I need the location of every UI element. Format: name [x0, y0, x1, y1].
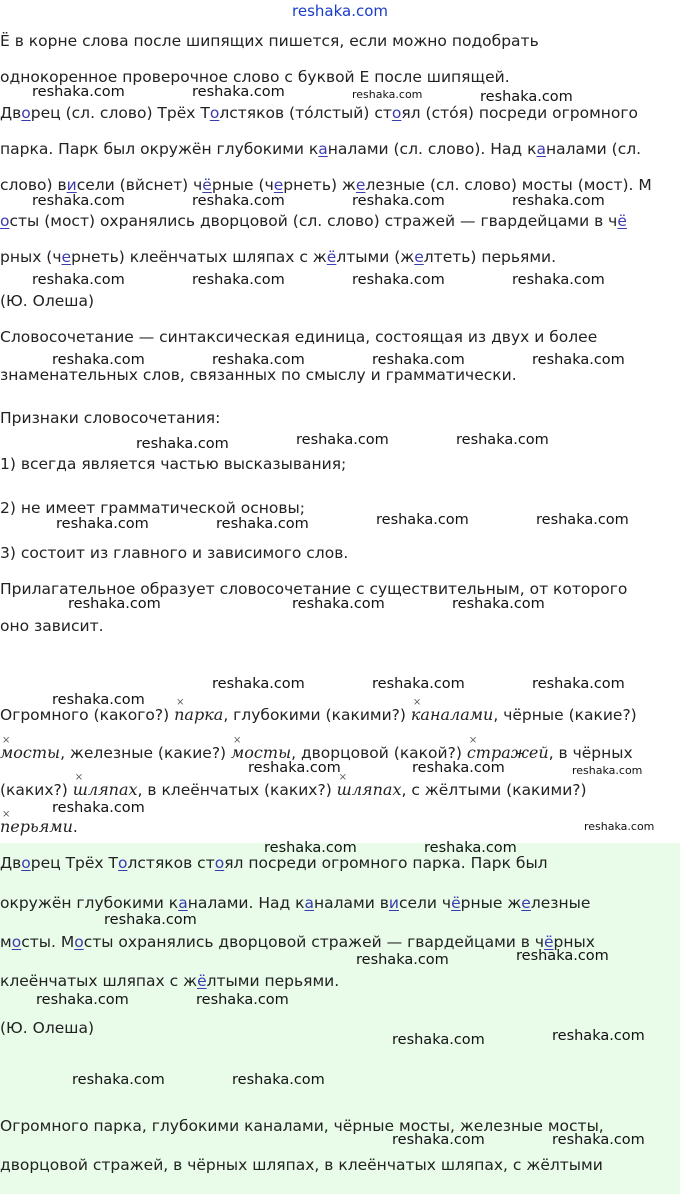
watermark: reshaka.com [372, 676, 465, 692]
head-noun: × каналами [411, 705, 493, 724]
watermark: reshaka.com [52, 352, 145, 368]
watermark: reshaka.com [232, 1072, 325, 1088]
watermark: reshaka.com [512, 272, 605, 288]
watermark: reshaka.com [552, 1132, 645, 1148]
watermark: reshaka.com [352, 88, 423, 101]
exercise-line-1: Дворец (сл. слово) Трёх Толстяков (то́лстый) стоял (стóя) посреди огромного [0, 104, 639, 122]
watermark: reshaka.com [424, 840, 517, 856]
watermark: reshaka.com [192, 84, 285, 100]
watermark: reshaka.com [216, 516, 309, 532]
phrases-line-3: (каких?) × шляпах, в клеёнчатых (каких?) × шляпах, с жёлтыми (какими?) [0, 780, 587, 800]
signs-heading: Признаки словосочетания: [0, 409, 221, 427]
watermark: reshaka.com [56, 516, 149, 532]
watermark: reshaka.com [392, 1032, 485, 1048]
sign-item-2: 2) не имеет грамматической основы; [0, 499, 305, 517]
watermark: reshaka.com [264, 840, 357, 856]
head-noun: × стражей [467, 743, 549, 762]
answer-phrases-line-2: дворцовой стражей, в чёрных шляпах, в клеёнчатых шляпах, с жёлтыми [0, 1156, 603, 1174]
watermark: reshaka.com [516, 948, 609, 964]
watermark: reshaka.com [356, 952, 449, 968]
adjective-note-line-1: Прилагательное образует словосочетание с существительным, от которого [0, 580, 628, 598]
watermark: reshaka.com [104, 912, 197, 928]
answer-author: (Ю. Олеша) [0, 1019, 95, 1037]
watermark: reshaka.com [412, 760, 505, 776]
watermark: reshaka.com [192, 193, 285, 209]
watermark: reshaka.com [136, 436, 229, 452]
site-brand[interactable]: reshaka.com [292, 2, 388, 20]
head-noun: × шляпах [337, 780, 402, 799]
watermark: reshaka.com [532, 676, 625, 692]
definition-line-2: знаменательных слов, связанных по смыслу и грамматически. [0, 366, 517, 384]
watermark: reshaka.com [532, 352, 625, 368]
watermark: reshaka.com [372, 352, 465, 368]
watermark: reshaka.com [512, 193, 605, 209]
watermark: reshaka.com [196, 992, 289, 1008]
exercise-line-2: парка. Парк был окружён глубокими каналами (сл. слово). Над каналами (сл. [0, 140, 642, 158]
phrases-line-4: × перьями. [0, 817, 78, 837]
answer-line-1: Дворец Трёх Толстяков стоял посреди огромного парка. Парк был [0, 854, 548, 872]
adjective-note-line-2: оно зависит. [0, 617, 104, 635]
watermark: reshaka.com [376, 512, 469, 528]
head-noun: × мосты [231, 743, 291, 762]
watermark: reshaka.com [352, 193, 445, 209]
watermark: reshaka.com [296, 432, 389, 448]
watermark: reshaka.com [36, 992, 129, 1008]
watermark: reshaka.com [192, 272, 285, 288]
exercise-line-5: рных (чернеть) клеёнчатых шляпах с жёлтыми (желтеть) перьями. [0, 248, 557, 266]
watermark: reshaka.com [452, 596, 545, 612]
watermark: reshaka.com [480, 89, 573, 105]
watermark: reshaka.com [392, 1132, 485, 1148]
watermark: reshaka.com [292, 596, 385, 612]
sign-item-3: 3) состоит из главного и зависимого слов. [0, 544, 349, 562]
phrases-line-1: Огромного (какого?) × парка, глубокими (какими?) × каналами, чёрные (какие?) [0, 705, 637, 725]
rule-line-2: однокоренное проверочное слово с буквой Е после шипящей. [0, 68, 510, 86]
head-noun: × парка [174, 705, 223, 724]
watermark: reshaka.com [572, 764, 643, 777]
answer-phrases-line-1: Огромного парка, глубокими каналами, чёрные мосты, железные мосты, [0, 1117, 604, 1135]
answer-line-4: клеёнчатых шляпах с жёлтыми перьями. [0, 972, 340, 990]
head-noun: × шляпах [73, 780, 138, 799]
exercise-line-3: слово) висели (вйснет) чёрные (чернеть) железные (сл. слово) мосты (мост). М [0, 176, 652, 194]
watermark: reshaka.com [212, 676, 305, 692]
watermark: reshaka.com [552, 1028, 645, 1044]
watermark: reshaka.com [68, 596, 161, 612]
watermark: reshaka.com [212, 352, 305, 368]
rule-line-1: Ё в корне слова после шипящих пишется, если можно подобрать [0, 32, 539, 50]
watermark: reshaka.com [52, 800, 145, 816]
head-noun: × перьями [0, 817, 73, 836]
watermark: reshaka.com [32, 193, 125, 209]
watermark: reshaka.com [72, 1072, 165, 1088]
watermark: reshaka.com [352, 272, 445, 288]
exercise-line-4: осты (мост) охранялись дворцовой (сл. слово) стражей — гвардейцами в чё [0, 212, 627, 230]
phrases-line-2: × мосты, железные (какие?) × мосты, дворцовой (какой?) × стражей, в чёрных [0, 743, 633, 763]
head-noun: × мосты [0, 743, 60, 762]
watermark: reshaka.com [32, 84, 125, 100]
watermark: reshaka.com [584, 820, 655, 833]
exercise-author: (Ю. Олеша) [0, 292, 95, 310]
answer-line-3: мосты. Мосты охранялись дворцовой стражей — гвардейцами в чёрных [0, 933, 595, 951]
watermark: reshaka.com [536, 512, 629, 528]
watermark: reshaka.com [248, 760, 341, 776]
watermark: reshaka.com [32, 272, 125, 288]
sign-item-1: 1) всегда является частью высказывания; [0, 455, 347, 473]
watermark: reshaka.com [456, 432, 549, 448]
answer-line-2: окружён глубокими каналами. Над каналами висели чёрные железные [0, 894, 591, 912]
definition-line-1: Словосочетание — синтаксическая единица, состоящая из двух и более [0, 328, 598, 346]
watermark: reshaka.com [52, 692, 145, 708]
